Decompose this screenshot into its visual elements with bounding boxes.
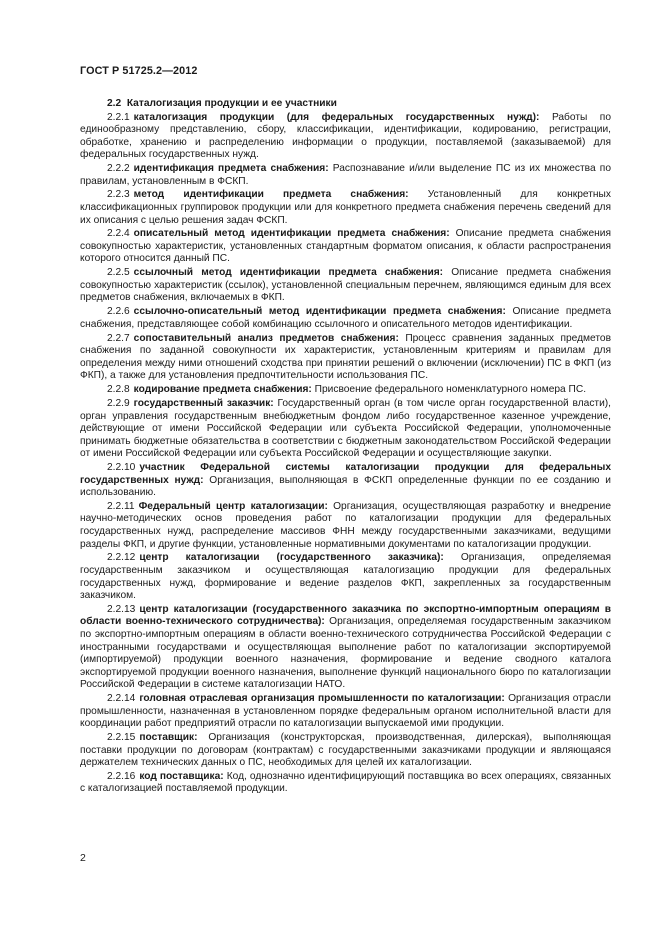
term-title: кодирование предмета снабжения: [133, 384, 312, 396]
terms-list [80, 112, 611, 796]
term-item [80, 228, 611, 266]
term-title: описательный метод идентификации предмета снабжения: [133, 228, 450, 240]
term-title: ссылочно-описательный метод идентификации предмета снабжения: [133, 306, 506, 318]
term-definition: Организация, определяемая государственным заказчиком и осуществляющая каталогизацию продукции для федеральных государственных нужд, формирование и ведение разделов ФКП, закрепленных за государственным заказчиком. [80, 552, 612, 602]
term-number: 2.2.9 [107, 397, 130, 409]
term-number: 2.2.6 [107, 306, 130, 318]
term-title: участник Федеральной системы каталогизации продукции для федеральных государственных нужд: [80, 461, 611, 486]
term-title: государственный заказчик: [133, 397, 274, 409]
term-definition: Описание предмета снабжения совокупностью характеристик, установленных стандартным форматом описания, к области распространения которого относится данный ПС. [80, 228, 611, 265]
term-number: 2.2.12 [107, 552, 136, 564]
term-title: центр каталогизации (государственного заказчика по экспортно-импортным операциям в области военно-технического сотрудничества): [80, 603, 611, 628]
term-item [80, 732, 611, 770]
term-number: 2.2.15 [107, 731, 136, 743]
section-heading [80, 98, 611, 111]
term-item [80, 189, 611, 227]
term-definition: Организация, осуществляющая разработку и внедрение научно-методических основ проведения работ по каталогизации продукции для федеральных государственных нужд, распределение массивов ФНН между государственными заказчиками, ведущими разделы ФКП, и другие функции, установленные нормативными документами по каталогизации продукции. [80, 500, 611, 550]
term-definition: Работы по единообразному представлению, сбору, классификации, идентификации, кодированию, регистрации, обработке, хранению и распределению информации о продукции, поставляемой (заказываемой) для федеральных государственных нужд. [80, 111, 611, 161]
term-item [80, 552, 611, 602]
section-title: Каталогизация продукции и ее участники [126, 98, 337, 109]
term-item [80, 462, 611, 500]
term-number: 2.2.1 [107, 111, 130, 123]
term-item [80, 267, 611, 305]
term-title: головная отраслевая организация промышленности по каталогизации: [139, 693, 505, 705]
term-number: 2.2.7 [107, 332, 130, 344]
term-definition: Организация отрасли промышленности, назначенная в установленном порядке федеральным органом исполнительной власти для координации работ предприятий отрасли по каталогизации выпускаемой ими продукции. [80, 693, 611, 730]
term-definition: Организация, выполняющая в ФСКП определенные функции по ее созданию и использованию. [80, 474, 611, 499]
term-definition: Код, однозначно идентифицирующий поставщика во всех операциях, связанных с каталогизацией поставляемой продукции. [80, 770, 611, 795]
term-number: 2.2.16 [107, 770, 136, 782]
page-header: ГОСТ Р 51725.2—2012 [80, 65, 198, 77]
term-title: каталогизация продукции (для федеральных государственных нужд): [133, 111, 540, 123]
main-content [80, 98, 611, 797]
term-item [80, 398, 611, 461]
term-definition: Процесс сравнения заданных предметов снабжения по заданной совокупности их характеристик, установленным критериям и правилам для определения между ними отношений сходства при принятии решений о включении (исключении) ПС в ФКП (из ФКП), а также для установления предпочтительности использования ПС. [80, 332, 611, 382]
term-definition: Описание предмета снабжения, представляющее собой комбинацию ссылочного и описательного методов идентификации. [80, 306, 611, 330]
term-item [80, 771, 611, 796]
term-number: 2.2.5 [107, 267, 130, 279]
term-item [80, 333, 611, 383]
term-title: ссылочный метод идентификации предмета снабжения: [133, 267, 444, 279]
term-item [80, 112, 611, 162]
term-definition: Установленный для конкретных классификационных группировок продукции или для конкретного предмета снабжения перечень сведений для их описания с целью решения задач ФСКП. [80, 189, 611, 226]
term-title: сопоставительный анализ предметов снабжения: [133, 332, 399, 344]
term-item [80, 501, 611, 551]
term-number: 2.2.8 [107, 384, 130, 396]
term-number: 2.2.14 [107, 693, 136, 705]
term-number: 2.2.2 [107, 163, 130, 175]
section-number: 2.2 [107, 98, 122, 109]
term-item [80, 384, 611, 397]
term-definition: Государственный орган (в том числе орган государственной власти), орган управления государственным внебюджетным фондом либо государственное казенное учреждение, действующие от имени Российской Федерации или субъекта Российской Федерации, уполномоченные принимать бюджетные обязательства в соответствии с бюджетным законодательством Российской Федерации от имени Российской Федерации или субъекта Российской Федерации и осуществляющие закупки. [80, 397, 611, 460]
term-item [80, 163, 611, 188]
term-number: 2.2.11 [107, 500, 135, 512]
term-number: 2.2.4 [107, 228, 130, 240]
term-definition: Присвоение федерального номенклатурного номера ПС. [314, 384, 587, 396]
term-number: 2.2.3 [107, 189, 130, 201]
term-number: 2.2.10 [107, 461, 136, 473]
page-number: 2 [80, 852, 86, 864]
term-item [80, 693, 611, 731]
term-title: Федеральный центр каталогизации: [138, 500, 328, 512]
term-title: центр каталогизации (государственного заказчика): [139, 552, 444, 564]
term-item [80, 604, 611, 692]
term-title: метод идентификации предмета снабжения: [133, 189, 409, 201]
term-definition: Организация, определяемая государственным заказчиком по экспортно-импортным операциям в области военно-технического сотрудничества Российской Федерации с иностранными государствами и осуществляющая выполнение работ по каталогизации экспортируемой (импортируемой) продукции военного назначения, формирование и ведение сводного каталога экспортируемой продукции военного назначения, выполнение функций национального бюро по каталогизации Российской Федерации в системе каталогизации НАТО. [80, 616, 611, 691]
term-definition: Организация (конструкторская, производственная, дилерская), выполняющая поставки продукции по договорам (контрактам) с государственными заказчиками продукции и являющаяся держателем технических данных о ПС, необходимых для целей их каталогизации. [80, 731, 611, 769]
term-item [80, 306, 611, 331]
term-definition: Описание предмета снабжения совокупностью характеристик (ссылок), установленной специальным перечнем, являющимся единым для всех предметов снабжения, включаемых в ФКП. [80, 267, 611, 304]
term-number: 2.2.13 [107, 603, 136, 615]
term-title: идентификация предмета снабжения: [133, 163, 329, 175]
term-title: код поставщика: [139, 770, 224, 782]
term-definition: Распознавание и/или выделение ПС из их множества по правилам, установленным в ФСКП. [80, 163, 611, 187]
term-title: поставщик: [139, 731, 198, 743]
